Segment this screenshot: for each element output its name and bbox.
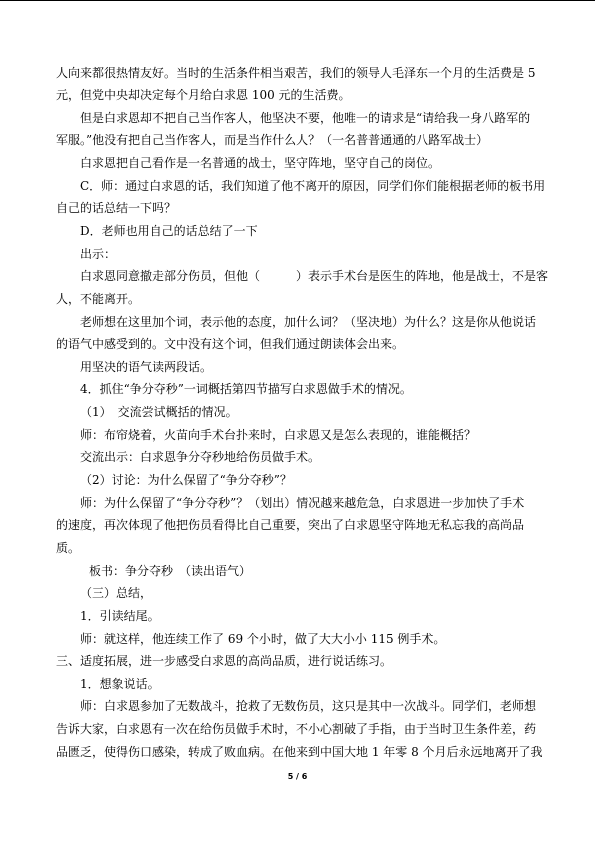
body-line: 4．抓住“争分夺秒”一词概括第四节描写白求恩做手术的情况。 xyxy=(80,382,412,396)
body-line: 但是白求恩却不把自己当作客人，他坚决不要，他唯一的请求是“请给我一身八路军的 xyxy=(80,111,531,125)
body-line: （1） 交流尝试概括的情况。 xyxy=(80,405,238,419)
body-line: 元，但党中央却决定每个月给白求恩 100 元的生活费。 xyxy=(56,88,351,102)
section-heading: （三）总结， xyxy=(80,586,153,600)
body-line: 人，不能离开。 xyxy=(56,292,141,306)
body-line: 品匮乏，使得伤口感染，转成了败血病。在他来到中国大地 1 年零 8 个月后永远地离开了我 xyxy=(56,745,543,759)
body-line: 白求恩同意撤走部分伤员，但他（ ）表示手术台是医生的阵地，他是战士，不是客 xyxy=(80,269,549,283)
body-line: 老师想在这里加个词，表示他的态度，加什么词？（坚决地）为什么？这是你从他说话 xyxy=(80,315,537,329)
header-rule xyxy=(0,0,595,1)
body-line: 师：为什么保留了“争分夺秒”？（划出）情况越来越危急，白求恩进一步加快了手术 xyxy=(80,496,525,510)
body-line: C．师：通过白求恩的话，我们知道了他不离开的原因，同学们你们能根据老师的板书用 xyxy=(80,179,546,193)
body-line: 告诉大家，白求恩有一次在给伤员做手术时，不小心割破了手指，由于当时卫生条件差，药 xyxy=(56,722,537,736)
body-line: 军服。”他没有把自己当作客人，而是当作什么人？（一名普普通通的八路军战士） xyxy=(56,133,489,147)
body-line: 1．想象说话。 xyxy=(80,677,160,691)
body-line: D．老师也用自己的话总结了一下 xyxy=(80,224,258,238)
section-heading: 三、适度拓展，进一步感受白求恩的高尚品质，进行说话练习。 xyxy=(56,654,393,668)
body-line: 师：布帘烧着，火苗向手术台扑来时，白求恩又是怎么表现的，谁能概括？ xyxy=(80,428,477,442)
body-line: 质。 xyxy=(56,541,81,555)
body-line: 的速度，再次体现了他把伤员看得比自己重要，突出了白求恩坚守阵地无私忘我的高尚品 xyxy=(56,518,525,532)
body-line: 自己的话总结一下吗？ xyxy=(56,201,177,215)
body-line: 师：就这样，他连续工作了 69 个小时，做了大大小小 115 例手术。 xyxy=(80,632,446,646)
body-line: 出示： xyxy=(80,247,117,261)
body-line: 用坚决的语气读两段话。 xyxy=(80,360,213,374)
board-note: 板书：争分夺秒 （读出语气） xyxy=(89,564,252,578)
body-line: 人向来都很热情友好。当时的生活条件相当艰苦，我们的领导人毛泽东一个月的生活费是 5 xyxy=(56,66,536,80)
body-line: 白求恩把自己看作是一名普通的战士，坚守阵地，坚守自己的岗位。 xyxy=(80,156,441,170)
body-line: 交流出示：白求恩争分夺秒地给伤员做手术。 xyxy=(80,450,321,464)
body-line: 的语气中感受到的。文中没有这个词，但我们通过朗读体会出来。 xyxy=(56,337,405,351)
body-line: 师：白求恩参加了无数战斗，抢救了无数伤员，这只是其中一次战斗。同学们，老师想 xyxy=(80,699,537,713)
page-number: 5 / 6 xyxy=(287,772,308,781)
body-line: （2）讨论：为什么保留了“争分夺秒”？ xyxy=(80,473,292,487)
body-line: 1．引读结尾。 xyxy=(80,609,160,623)
